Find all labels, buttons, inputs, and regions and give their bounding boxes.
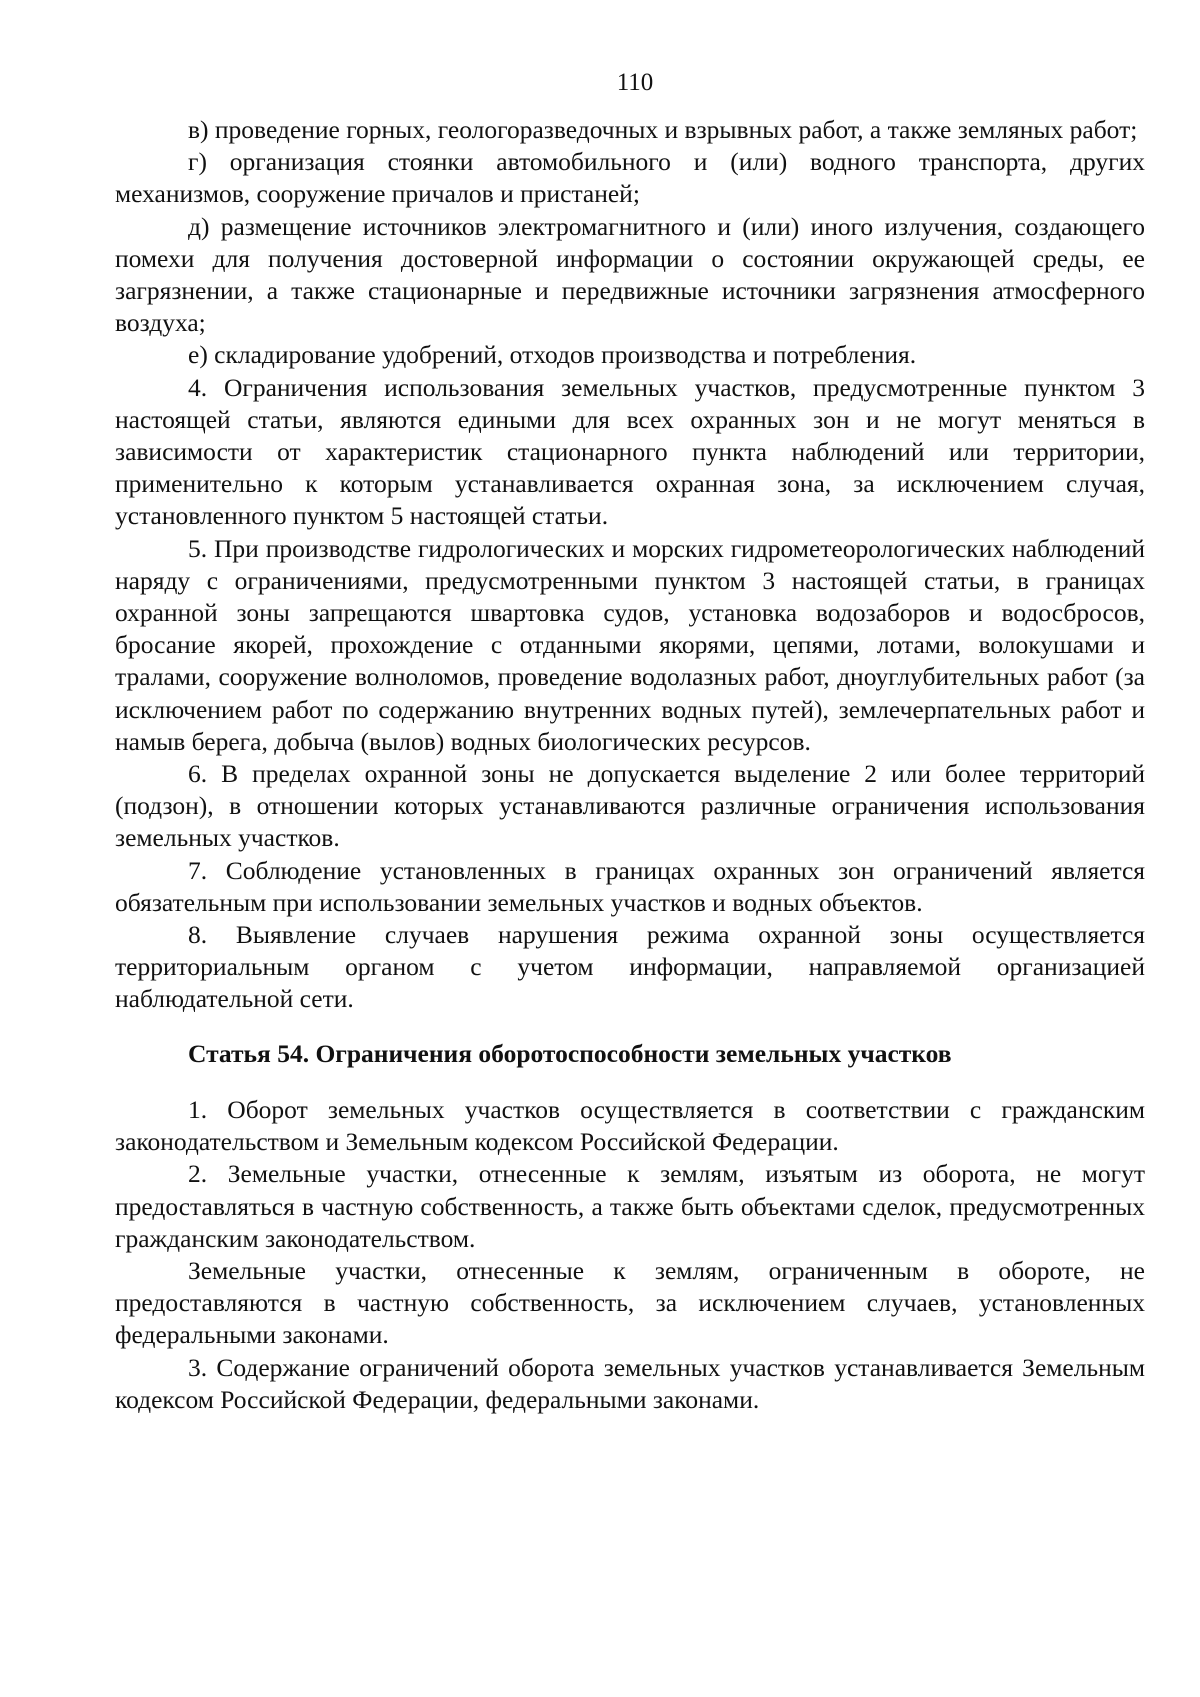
paragraph-article-item-3: 3. Содержание ограничений оборота земельных участков устанавливается Земельным кодексом Российской Федерации, федеральными законами. <box>115 1352 1145 1414</box>
paragraph-e: е) складирование удобрений, отходов производства и потребления. <box>188 340 917 370</box>
paragraph-article-item-2-cont: Земельные участки, отнесенные к землям, ограниченным в обороте, не предоставляются в частную собственность, за исключением случаев, установленных федеральными законами. <box>115 1255 1145 1350</box>
paragraph-v: в) проведение горных, геологоразведочных и взрывных работ, а также земляных работ; <box>188 115 1138 144</box>
paragraph-item-5: 5. При производстве гидрологических и морских гидрометеорологических наблюдений наряду с ограничениями, предусмотренными пунктом 3 настоящей статьи, в границах охранной зоны запрещаются швартовка судов, установка водозаборов и водосбросов, бросание якорей, прохождение с отданными якорями, цепями, лотами, волокушами и тралами, сооружение волноломов, проведение водолазных работ, дноуглубительных работ (за исключением работ по содержанию внутренних водных путей), землечерпательных работ и намыв берега, добыча (вылов) водных биологических ресурсов. <box>115 533 1145 756</box>
article-heading: Статья 54. Ограничения оборотоспособности земельных участков <box>188 1038 952 1068</box>
paragraph-article-item-1: 1. Оборот земельных участков осуществляется в соответствии с гражданским законодательством и Земельным кодексом Российской Федерации. <box>115 1094 1145 1157</box>
paragraph-g: г) организация стоянки автомобильного и (или) водного транспорта, других механизмов, сооружение причалов и пристаней; <box>115 147 1145 209</box>
paragraph-article-item-2: 2. Земельные участки, отнесенные к землям, изъятым из оборота, не могут предоставляться в частную собственность, а также быть объектами сделок, предусмотренных гражданским законодательством. <box>115 1159 1145 1253</box>
page-number: 110 <box>616 69 654 96</box>
paragraph-d: д) размещение источников электромагнитного и (или) иного излучения, создающего помехи для получения достоверной информации о состоянии окружающей среды, ее загрязнении, а также стационарные и передвижные источники загрязнения атмосферного воздуха; <box>115 211 1145 338</box>
paragraph-item-7: 7. Соблюдение установленных в границах охранных зон ограничений является обязательным при использовании земельных участков и водных объектов. <box>115 855 1145 917</box>
document-page <box>115 68 1145 1416</box>
paragraph-item-4: 4. Ограничения использования земельных участков, предусмотренные пунктом 3 настоящей статьи, являются едиными для всех охранных зон и не могут меняться в зависимости от характеристик стационарного пункта наблюдений или территории, применительно к которым устанавливается охранная зона, за исключением случая, установленного пунктом 5 настоящей статьи. <box>115 372 1145 531</box>
paragraph-item-6: 6. В пределах охранной зоны не допускается выделение 2 или более территорий (подзон), в отношении которых устанавливаются различные ограничения использования земельных участков. <box>115 759 1145 853</box>
paragraph-item-8: 8. Выявление случаев нарушения режима охранной зоны осуществляется территориальным органом с учетом информации, направляемой организацией наблюдательной сети. <box>115 920 1145 1014</box>
